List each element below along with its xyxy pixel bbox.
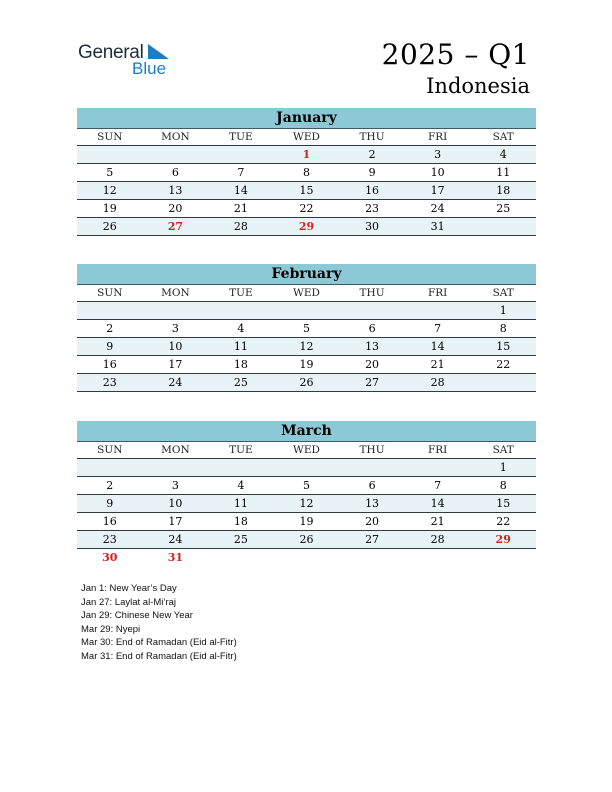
day-cell: 13	[168, 184, 183, 197]
holiday-note: Mar 31: End of Ramadan (Eid al-Fitr)	[81, 650, 237, 662]
day-cell: 23	[102, 376, 117, 389]
day-cell: 16	[102, 358, 117, 371]
weekday-header-row	[77, 442, 536, 459]
weekday-label: TUE	[229, 444, 253, 456]
day-cell: 6	[368, 322, 376, 335]
day-cell: 24	[430, 202, 445, 215]
day-cell: 16	[102, 515, 117, 528]
empty-day-cell	[143, 459, 209, 476]
day-cell: 28	[430, 376, 445, 389]
holiday-note: Jan 29: Chinese New Year	[81, 610, 193, 622]
weekday-label: TUE	[229, 131, 253, 143]
week-row	[77, 164, 536, 182]
weekday-label: SAT	[492, 287, 514, 299]
weekday-label: THU	[359, 131, 385, 143]
day-cell: 22	[299, 202, 314, 215]
day-cell: 3	[171, 322, 179, 335]
day-cell: 4	[237, 479, 245, 492]
day-cell: 28	[430, 533, 445, 546]
day-cell: 26	[299, 533, 314, 546]
day-cell: 27	[167, 220, 183, 233]
day-cell: 26	[299, 376, 314, 389]
day-cell: 4	[237, 322, 245, 335]
day-cell: 14	[430, 497, 445, 510]
weekday-label: TUE	[229, 287, 253, 299]
day-cell: 5	[302, 322, 310, 335]
day-cell: 19	[299, 358, 314, 371]
day-cell: 29	[495, 533, 511, 546]
week-row	[77, 549, 536, 566]
day-cell: 30	[365, 220, 380, 233]
weekday-header-row	[77, 285, 536, 302]
weekday-label: THU	[359, 287, 385, 299]
day-cell: 1	[499, 304, 507, 317]
logo-blue-text: Blue	[132, 59, 167, 78]
day-cell: 31	[430, 220, 445, 233]
empty-day-cell	[208, 146, 274, 163]
day-cell: 17	[430, 184, 445, 197]
page-subtitle: Indonesia	[426, 74, 530, 98]
day-cell: 11	[496, 166, 511, 179]
empty-day-cell	[143, 146, 209, 163]
day-cell: 6	[368, 479, 376, 492]
day-cell: 2	[368, 148, 376, 161]
weekday-label: SAT	[492, 131, 514, 143]
day-cell: 10	[168, 340, 183, 353]
week-row	[77, 200, 536, 218]
empty-day-cell	[77, 459, 143, 476]
week-row	[77, 302, 536, 320]
day-cell: 14	[233, 184, 248, 197]
day-cell: 31	[167, 551, 183, 564]
week-row	[77, 338, 536, 356]
weekday-label: FRI	[427, 131, 448, 143]
empty-day-cell	[339, 549, 405, 566]
day-cell: 21	[430, 358, 445, 371]
day-cell: 10	[430, 166, 445, 179]
logo	[78, 40, 178, 80]
day-cell: 21	[233, 202, 248, 215]
day-cell: 13	[365, 497, 380, 510]
weekday-label: THU	[359, 444, 385, 456]
day-cell: 1	[499, 461, 507, 474]
day-cell: 25	[233, 376, 248, 389]
day-cell: 18	[233, 358, 248, 371]
empty-day-cell	[405, 549, 471, 566]
week-row	[77, 146, 536, 164]
page-title: 2025 – Q1	[381, 38, 530, 71]
day-cell: 27	[365, 376, 380, 389]
day-cell: 21	[430, 515, 445, 528]
day-cell: 24	[168, 533, 183, 546]
day-cell: 8	[499, 322, 507, 335]
day-cell: 20	[365, 358, 380, 371]
day-cell: 15	[496, 340, 511, 353]
day-cell: 25	[233, 533, 248, 546]
month-header: February	[77, 264, 536, 285]
holiday-note: Jan 27: Laylat al-Mi’raj	[81, 596, 177, 608]
weekday-label: MON	[161, 131, 190, 143]
day-cell: 12	[299, 340, 314, 353]
day-cell: 12	[102, 184, 117, 197]
weekday-label: FRI	[427, 287, 448, 299]
day-cell: 2	[106, 322, 114, 335]
day-cell: 23	[102, 533, 117, 546]
empty-day-cell	[339, 459, 405, 476]
weekday-label: MON	[161, 444, 190, 456]
day-cell: 14	[430, 340, 445, 353]
day-cell: 12	[299, 497, 314, 510]
day-cell: 30	[102, 551, 118, 564]
holiday-note: Jan 1: New Year’s Day	[81, 583, 177, 594]
empty-day-cell	[208, 459, 274, 476]
holiday-note: Mar 29: Nyepi	[81, 623, 141, 635]
logo-general-text: General	[78, 42, 144, 63]
day-cell: 19	[102, 202, 117, 215]
week-row	[77, 374, 536, 392]
day-cell: 15	[299, 184, 314, 197]
week-row	[77, 320, 536, 338]
empty-day-cell	[77, 146, 143, 163]
day-cell: 19	[299, 515, 314, 528]
week-row	[77, 531, 536, 549]
weekday-label: WED	[293, 131, 320, 143]
day-cell: 16	[365, 184, 380, 197]
day-cell: 8	[499, 479, 507, 492]
day-cell: 28	[233, 220, 248, 233]
month-calendar-january	[77, 108, 536, 236]
week-row	[77, 495, 536, 513]
weekday-label: SUN	[97, 131, 123, 143]
week-row	[77, 356, 536, 374]
week-row	[77, 459, 536, 477]
day-cell: 4	[499, 148, 507, 161]
weekday-label: FRI	[427, 444, 448, 456]
day-cell: 9	[368, 166, 376, 179]
day-cell: 24	[168, 376, 183, 389]
day-cell: 3	[171, 479, 179, 492]
day-cell: 11	[233, 340, 248, 353]
day-cell: 20	[168, 202, 183, 215]
day-cell: 29	[298, 220, 315, 233]
weekday-header-row	[77, 129, 536, 146]
day-cell: 20	[365, 515, 380, 528]
weekday-label: SUN	[97, 444, 123, 456]
weekday-label: WED	[293, 444, 320, 456]
day-cell: 22	[496, 515, 511, 528]
empty-day-cell	[274, 459, 340, 476]
month-header: January	[77, 108, 536, 129]
empty-day-cell	[405, 459, 471, 476]
day-cell: 18	[496, 184, 511, 197]
day-cell: 25	[496, 202, 511, 215]
day-cell: 3	[434, 148, 442, 161]
day-cell: 15	[496, 497, 511, 510]
week-row	[77, 513, 536, 531]
empty-day-cell	[470, 374, 536, 391]
weekday-label: SAT	[492, 444, 514, 456]
empty-day-cell	[470, 218, 536, 235]
month-calendar-march	[77, 421, 536, 566]
day-cell: 5	[302, 479, 310, 492]
weekday-label: SUN	[97, 287, 123, 299]
empty-day-cell	[405, 302, 471, 319]
day-cell: 13	[365, 340, 380, 353]
empty-day-cell	[274, 302, 340, 319]
weekday-label: WED	[293, 287, 320, 299]
day-cell: 9	[106, 340, 114, 353]
day-cell: 8	[302, 166, 310, 179]
month-calendar-february	[77, 264, 536, 392]
logo-triangle-icon	[148, 44, 170, 60]
week-row	[77, 477, 536, 495]
week-row	[77, 218, 536, 236]
day-cell: 6	[171, 166, 179, 179]
day-cell: 1	[302, 148, 311, 161]
day-cell: 11	[233, 497, 248, 510]
day-cell: 23	[365, 202, 380, 215]
weekday-label: MON	[161, 287, 190, 299]
month-header: March	[77, 421, 536, 442]
empty-day-cell	[77, 302, 143, 319]
empty-day-cell	[274, 549, 340, 566]
day-cell: 18	[233, 515, 248, 528]
day-cell: 7	[434, 479, 442, 492]
day-cell: 17	[168, 358, 183, 371]
empty-day-cell	[208, 549, 274, 566]
day-cell: 26	[102, 220, 117, 233]
day-cell: 22	[496, 358, 511, 371]
holiday-note: Mar 30: End of Ramadan (Eid al-Fitr)	[81, 637, 237, 649]
empty-day-cell	[143, 302, 209, 319]
day-cell: 10	[168, 497, 183, 510]
day-cell: 2	[106, 479, 114, 492]
empty-day-cell	[208, 302, 274, 319]
empty-day-cell	[339, 302, 405, 319]
day-cell: 5	[106, 166, 114, 179]
day-cell: 27	[365, 533, 380, 546]
day-cell: 7	[434, 322, 442, 335]
day-cell: 17	[168, 515, 183, 528]
day-cell: 9	[106, 497, 114, 510]
week-row	[77, 182, 536, 200]
day-cell: 7	[237, 166, 245, 179]
holiday-notes	[81, 582, 237, 664]
empty-day-cell	[470, 549, 536, 566]
